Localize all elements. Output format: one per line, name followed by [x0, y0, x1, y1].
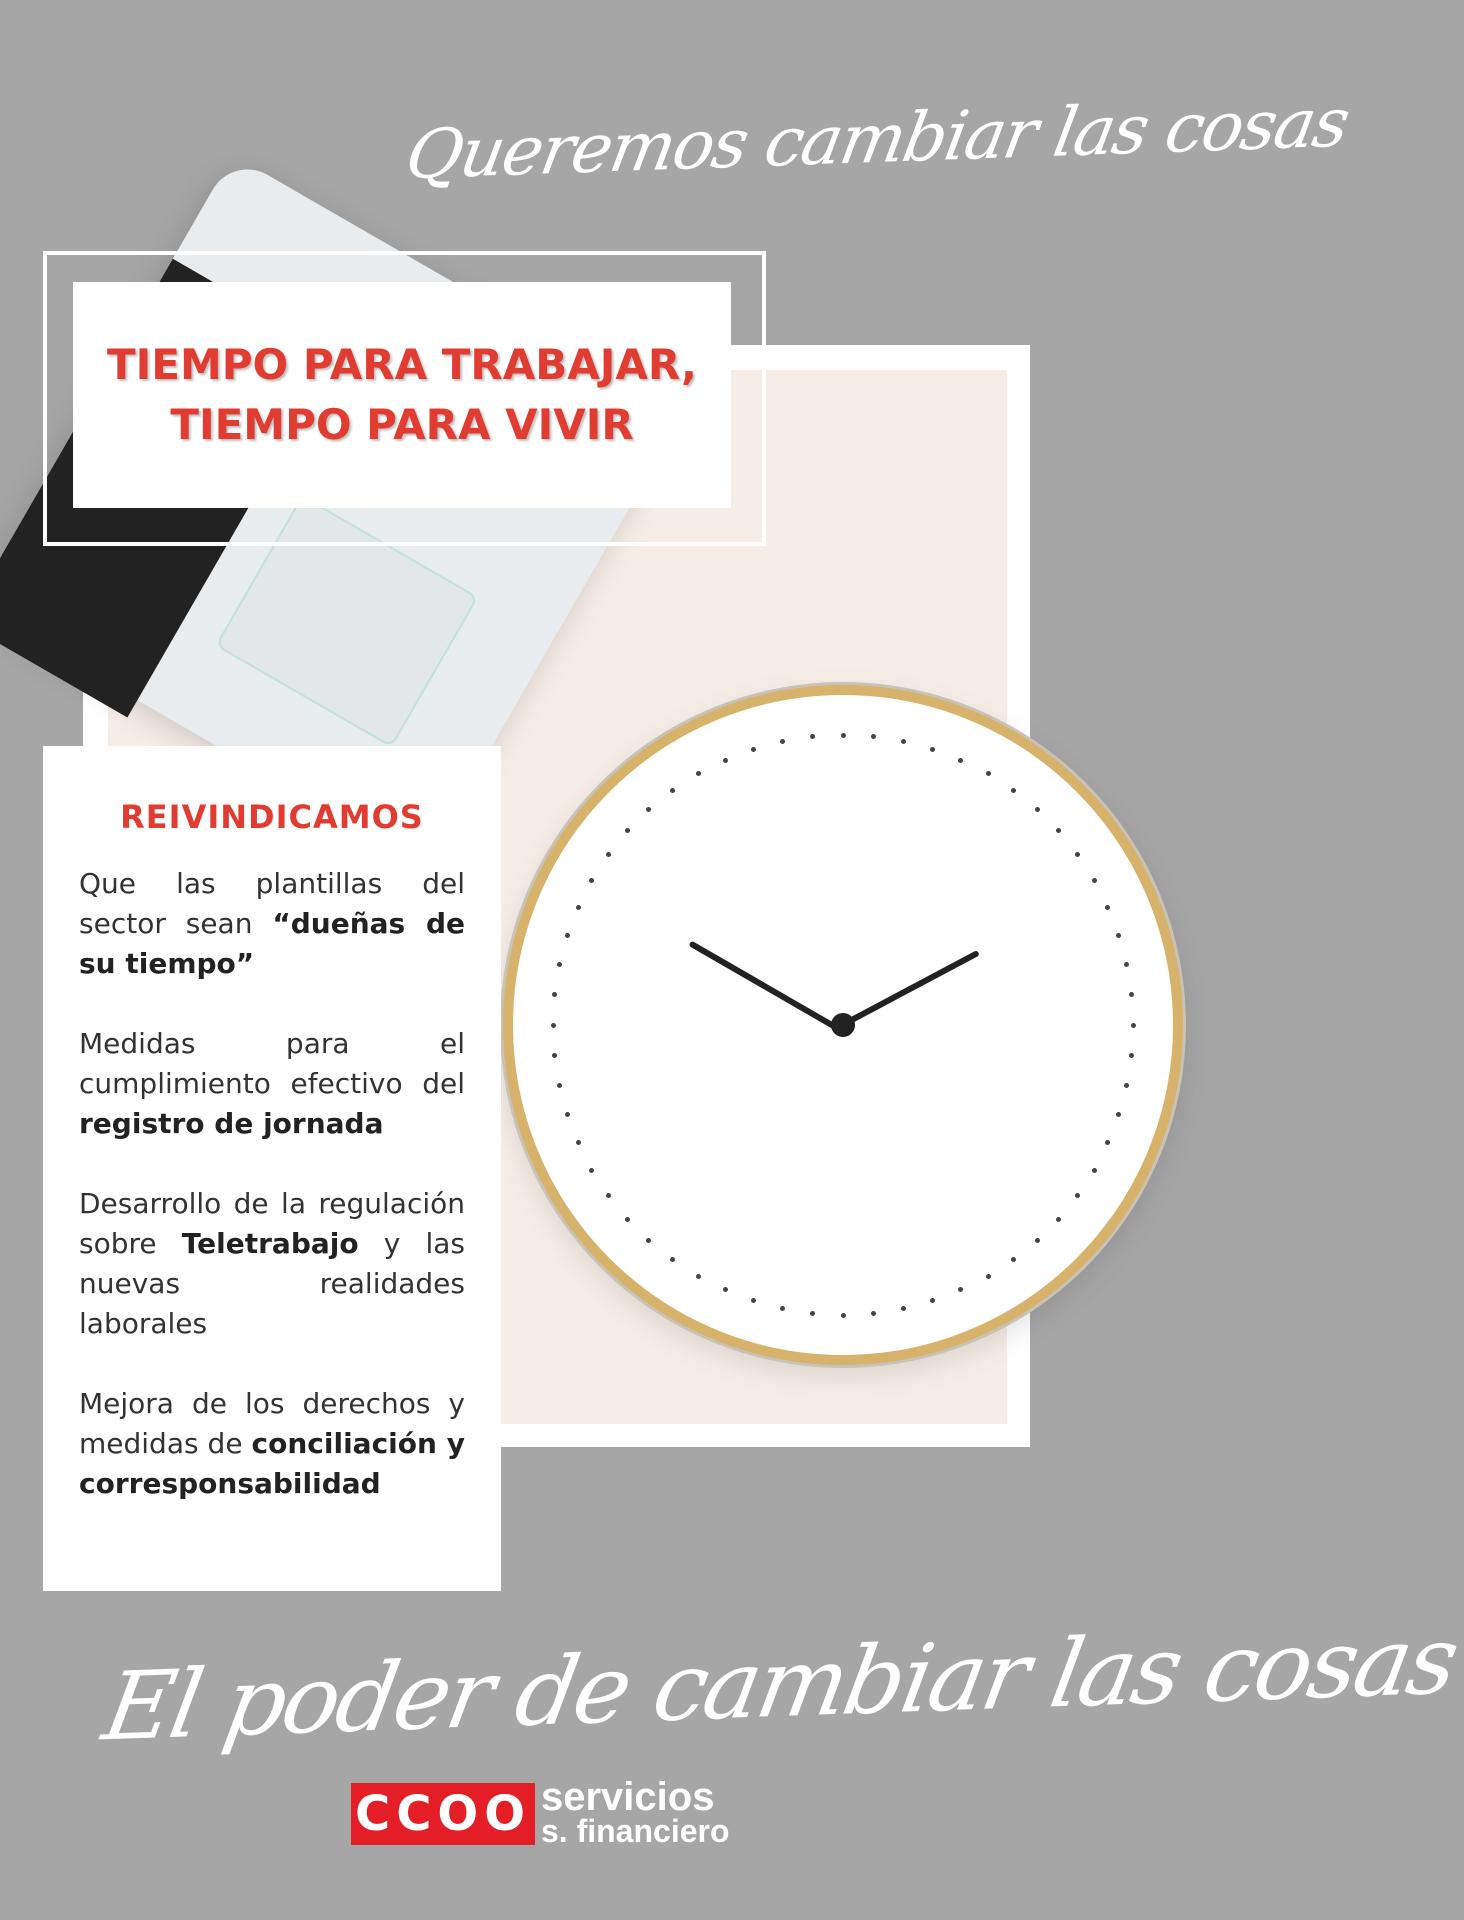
clock-tick-dot — [930, 1298, 935, 1303]
title-line-2: TIEMPO PARA VIVIR — [170, 400, 634, 449]
clock-tick-dot — [871, 734, 876, 739]
clock-tick-dot — [646, 807, 651, 812]
logo-mark: CCOO — [351, 1783, 535, 1845]
clock-tick-dot — [841, 733, 846, 738]
clock-tick-dot — [565, 1112, 570, 1117]
clock-tick-dot — [576, 905, 581, 910]
clock-tick-dot — [1092, 1168, 1097, 1173]
clock-tick-dot — [1075, 1193, 1080, 1198]
header-script-slogan: Queremos cambiar las cosas — [399, 83, 1354, 196]
claim-text-after: y las nuevas realidades laborales — [79, 1227, 465, 1340]
claims-panel — [43, 746, 501, 1591]
clock-tick-dot — [565, 933, 570, 938]
clock-tick-dot — [751, 1298, 756, 1303]
clock-tick-dot — [1092, 878, 1097, 883]
clock-tick-dot — [871, 1311, 876, 1316]
clock-tick-dot — [1129, 1053, 1134, 1058]
clock-tick-dot — [986, 1274, 991, 1279]
clock-tick-dot — [670, 1257, 675, 1262]
logo-line-1: servicios — [541, 1775, 715, 1819]
clock-tick-dot — [625, 828, 630, 833]
clock-tick-dot — [1105, 1140, 1110, 1145]
clock-tick-dot — [958, 758, 963, 763]
claim-highlight: registro de jornada — [79, 1107, 384, 1140]
claim-item — [79, 1024, 465, 1144]
claim-text: Desarrollo de la regulación sobre — [79, 1187, 465, 1260]
clock-tick-dot — [780, 1306, 785, 1311]
clock-tick-dot — [1105, 905, 1110, 910]
clock-tick-dot — [780, 739, 785, 744]
clock-tick-dot — [1056, 828, 1061, 833]
clock-tick-dot — [723, 758, 728, 763]
page-title — [107, 335, 697, 455]
clock-tick-dot — [696, 1274, 701, 1279]
ccoo-logo — [351, 1775, 730, 1849]
clock-tick-dot — [606, 852, 611, 857]
claim-item — [79, 1384, 465, 1504]
claim-item — [79, 1184, 465, 1344]
clock-tick-dot — [1075, 852, 1080, 857]
clock-tick-dot — [1116, 933, 1121, 938]
clock-tick-dot — [1035, 807, 1040, 812]
clock-tick-dot — [901, 739, 906, 744]
clock-tick-dot — [589, 878, 594, 883]
claim-highlight: “dueñas de su tiempo” — [79, 907, 465, 980]
logo-line-2: s. financiero — [541, 1813, 730, 1849]
clock-tick-dot — [958, 1287, 963, 1292]
clock-tick-dot — [751, 747, 756, 752]
clock-tick-dot — [1056, 1217, 1061, 1222]
title-box — [73, 282, 731, 508]
claim-highlight: Teletrabajo — [181, 1227, 359, 1260]
clock-tick-dot — [670, 788, 675, 793]
clock-tick-dot — [1124, 962, 1129, 967]
clock-tick-dot — [557, 1083, 562, 1088]
clock-image — [503, 685, 1183, 1365]
claim-text: Mejora de los derechos y medidas de — [79, 1387, 465, 1460]
claim-text: Que las plantillas del sector sean — [79, 867, 465, 940]
clock-tick-dot — [930, 747, 935, 752]
clock-tick-dot — [810, 734, 815, 739]
clock-tick-dot — [841, 1313, 846, 1318]
clock-tick-dot — [986, 771, 991, 776]
clock-tick-dot — [551, 1023, 556, 1028]
clock-tick-dot — [901, 1306, 906, 1311]
clock-tick-dot — [1124, 1083, 1129, 1088]
clock-tick-dot — [1116, 1112, 1121, 1117]
claims-heading: REIVINDICAMOS — [120, 798, 424, 836]
claim-item — [79, 864, 465, 984]
clock-tick-dot — [810, 1311, 815, 1316]
clock-tick-dot — [625, 1217, 630, 1222]
clock-tick-dot — [576, 1140, 581, 1145]
clock-pivot — [831, 1013, 855, 1037]
logo-text — [541, 1775, 730, 1849]
clock-tick-dot — [1011, 1257, 1016, 1262]
clock-tick-dot — [1129, 992, 1134, 997]
clock-tick-dot — [552, 992, 557, 997]
clock-tick-dot — [606, 1193, 611, 1198]
footer-script-slogan: El poder de cambiar las cosas — [95, 1606, 1464, 1763]
claim-highlight: conciliación y corresponsabilidad — [79, 1427, 466, 1500]
clock-tick-dot — [723, 1287, 728, 1292]
clock-tick-dot — [589, 1168, 594, 1173]
title-line-1: TIEMPO PARA TRABAJAR, — [107, 340, 697, 389]
clock-tick-dot — [646, 1238, 651, 1243]
claim-text: Medidas para el cumplimiento efectivo del — [79, 1027, 465, 1100]
clock-tick-dot — [696, 771, 701, 776]
clock-tick-dot — [552, 1053, 557, 1058]
clock-tick-dot — [1035, 1238, 1040, 1243]
clock-tick-dot — [1131, 1023, 1136, 1028]
clock-tick-dot — [557, 962, 562, 967]
clock-tick-dot — [1011, 788, 1016, 793]
